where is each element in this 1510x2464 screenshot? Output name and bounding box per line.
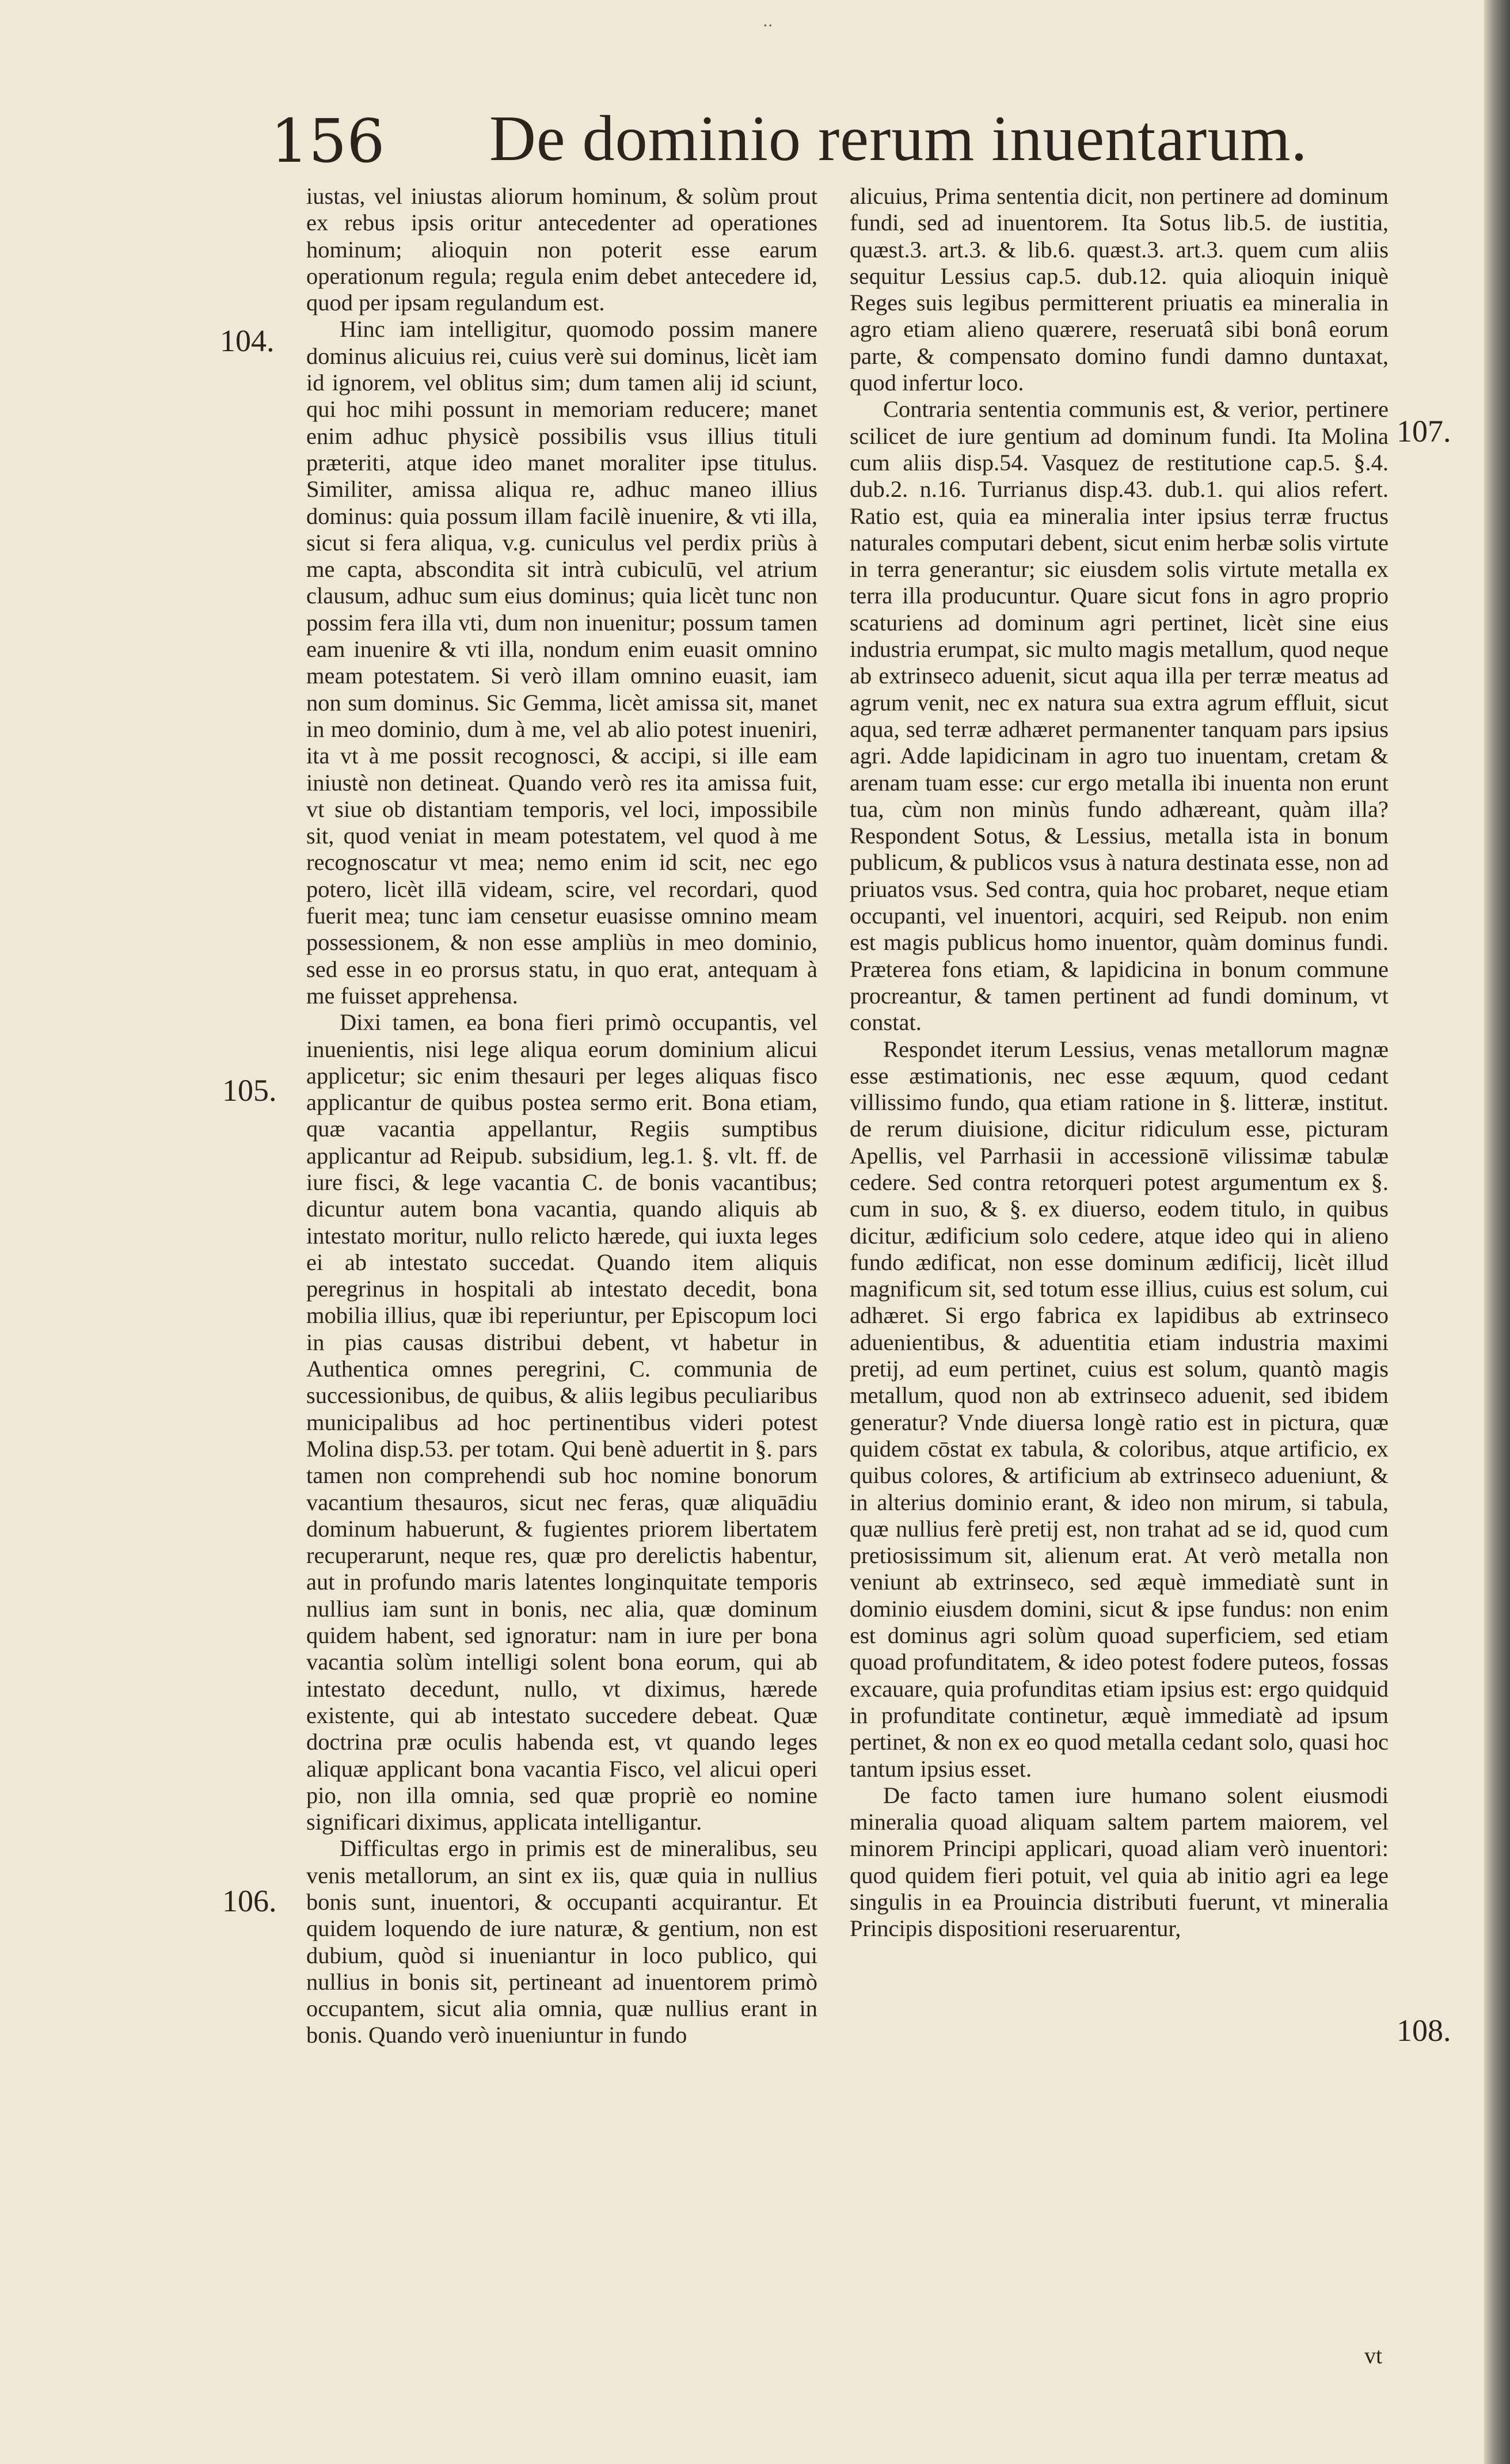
paragraph-106: Difficultas ergo in primis est de mineralibus, seu venis metallorum, an sint ex iis, quæ quia in nullius bonis sunt, inuentori, & occupanti acquirantur. Et quidem loquendo de iure naturæ, & gentium, non est dubium, quòd si inueniantur in loco publico, qui nullius in bonis sit, pertineant ad inuentorem primò occupantem, sicut alia omnia, quæ nullius erant in bonis. Quando verò inueniuntur in fundo (306, 1835, 817, 2048)
top-ornament-dots: ·· (763, 16, 773, 35)
right-text-column (850, 183, 1389, 1942)
paragraph-108: De facto tamen iure humano solent eiusmodi mineralia quoad aliquam saltem partem maiorem, vel minorem Principi applicari, quoad aliam verò inuentori: quod quidem fieri potuit, vel quia ab initio agri ea lege singulis in ea Prouincia distributi fuerunt, vt mineralia Principis dispositioni reseruarentur, (850, 1782, 1389, 1942)
margin-number-105: 105. (222, 1073, 277, 1108)
paragraph-105: Dixi tamen, ea bona fieri primò occupantis, vel inuenientis, nisi lege aliqua eorum dominium alicui applicetur; sic enim thesauri per leges aliquas fisco applicantur de quibus postea sermo erit. Bona etiam, quæ vacantia appellantur, Regiis sumptibus applicantur ad Reipub. subsidium, leg.1. §. vlt. ff. de iure fisci, & lege vacantia C. de bonis vacantibus; dicuntur autem bona vacantia, quando aliquis ab intestato moritur, nullo relicto hærede, qui iuxta leges ei ab intestato succedat. Quando item aliquis peregrinus in hospitali ab intestato decedit, bona mobilia illius, quæ ibi reperiuntur, per Episcopum loci in pias causas distribui debent, vt habetur in Authentica omnes peregrini, C. communia de successionibus, de quibus, & aliis legibus peculiaribus municipalibus ad hoc pertinentibus videri potest Molina disp.53. per totam. Qui benè aduertit in §. pars tamen non comprehendi sub hoc nomine bonorum vacantium thesauros, sicut nec feras, quæ aliquādiu dominum habuerunt, & fugientes priorem libertatem recuperarunt, neque res, quæ pro derelictis habentur, aut in profundo maris latentes longinquitate temporis nullius iam sunt in bonis, nec alia, quæ dominum quidem habent, sed ignoratur: nam in iure per bona vacantia solùm intelligi solent bona eorum, qui ab intestato decedunt, nullo, vt diximus, hærede existente, qui ab intestato succedere debeat. Quæ doctrina præ oculis habenda est, vt quando leges aliquæ applicant bona vacantia Fisco, vel alicui operi pio, non illa omnia, sed quæ propriè eo nomine significari diximus, applicata intelligantur. (306, 1009, 817, 1835)
page-header (271, 103, 1393, 176)
page-number: 156 (271, 106, 385, 176)
paragraph-107-response: Respondet iterum Lessius, venas metallorum magnæ esse æstimationis, nec esse æquum, quod cedant villissimo fundo, qua etiam ratione in §. litteræ, institut. de rerum diuisione, dicitur ridiculum esse, picturam Apellis, vel Parrhasii in accessionē vilissimæ tabulæ cedere. Sed contra retorqueri potest argumentum ex §. cum in suo, & §. ex diuerso, eodem titulo, in quibus dicitur, ædificium solo cedere, atque ideo qui in alieno fundo ædificat, non esse dominum ædificij, licèt illud magnificum sit, sed totum esse illius, cuius est solum, cui adhæret. Si ergo fabrica ex lapidibus ab extrinseco aduenientibus, & aduentitia etiam industria maximi pretij, ad eum pertinet, cuius est solum, quantò magis metallum, quod non ab extrinseco aduenit, sed ibidem generatur? Vnde diuersa longè ratio est in pictura, quæ quidem cōstat ex tabula, & coloribus, atque artificio, ex quibus colores, & artificium ab extrinseco adueniunt, & in alterius dominio erant, & ideo non mirum, si tabula, quæ nullius ferè pretij est, non trahat ad se id, quod cum pretiosissimum sit, alienum erat. At verò metalla non veniunt ab extrinseco, sed æquè immediatè sunt in dominio eiusdem domini, sicut & ipse fundus: non enim est dominus agri solùm quoad superficiem, sed etiam quoad profunditatem, & ideo potest fodere puteos, fossas excauare, quia profunditas etiam ipsius est: ergo quidquid in profunditate continetur, æquè immediatè ad ipsum pertinet, & non ex eo quod metalla cedant solo, quasi hoc tantum ipsius esset. (850, 1036, 1389, 1782)
paragraph-107: Contraria sententia communis est, & verior, pertinere scilicet de iure gentium ad dominum fundi. Ita Molina cum aliis disp.54. Vasquez de restitutione cap.5. §.4. dub.2. n.16. Turrianus disp.43. dub.1. qui alios refert. Ratio est, quia ea mineralia inter ipsius terræ fructus naturales computari debent, sicut enim herbæ solis virtute in terra generantur; sic eiusdem solis virtute metalla ex terra illa producuntur. Quare sicut fons in agro proprio scaturiens ad dominum agri pertinet, licèt sine eius industria erumpat, sic multo magis metallum, quod neque ab extrinseco aduenit, sicut aqua illa per terræ meatus ad agrum venit, nec ex natura sua extra agrum effluit, sicut aqua, sed terræ adhæret permanenter tanquam pars ipsius agri. Adde lapidicinam in agro tuo inuentam, cretam & arenam tuam esse: cur ergo metalla ibi inuenta non erunt tua, cùm non minùs fundo adhæreant, quàm illa? Respondent Sotus, & Lessius, metalla ista in bonum publicum, & publicos vsus à natura destinata esse, non ad priuatos vsus. Sed contra, quia hoc probaret, neque etiam occupanti, vel inuentori, acquiri, sed Reipub. non enim est magis publicus homo inuentor, quàm dominus fundi. Præterea fons etiam, & lapidicina in bonum commune procreantur, & tamen pertinent ad fundi dominum, vt constat. (850, 396, 1389, 1036)
paragraph-104: Hinc iam intelligitur, quomodo possim manere dominus alicuius rei, cuius verè sui dominus, licèt iam id ignorem, vel oblitus sim; dum tamen alij id sciunt, qui hoc mihi possunt in memoriam reducere; manet enim adhuc physicè possibilis vsus illius tituli præteriti, atque ideo manet moraliter ipse titulus. Similiter, amissa aliqua re, adhuc maneo illius dominus: quia possum illam facilè inuenire, & vti illa, sicut si fera aliqua, v.g. cuniculus vel perdix priùs à me capta, abscondita sit intrà cubiculū, vel atrium clausum, adhuc sum eius dominus; quia licèt tunc non possim fera illa vti, dum non inuenitur; possum tamen eam inuenire & vti illa, nondum enim euasit omnino meam potestatem. Si verò illam omnino euasit, iam non sum dominus. Sic Gemma, licèt amissa sit, manet in meo dominio, dum à me, vel ab alio potest inueniri, ita vt à me possit recognosci, & accipi, si ille eam iniustè non detineat. Quando verò res ita amissa fuit, vt siue ob distantiam temporis, vel loci, impossibile sit, quod veniat in meam potestatem, vel quod à me recognoscatur vt mea; nemo enim id scit, nec ego potero, licèt illā videam, scire, vel recordari, quod fuerit mea; tunc iam censetur euasisse omnino meam possessionem, & non esse ampliùs in meo dominio, sed esse in eo prorsus statu, in quo erat, antequam à me fuisset apprehensa. (306, 316, 817, 1009)
paragraph-continuation: iustas, vel iniustas aliorum hominum, & solùm prout ex rebus ipsis oritur antecedenter ad operationes hominum; alioquin non poterit esse earum operationum regula; regula enim debet antecedere id, quod per ipsam regulandum est. (306, 183, 817, 316)
margin-number-108: 108. (1397, 2013, 1451, 2048)
margin-number-107: 107. (1397, 414, 1451, 448)
book-spine-edge (1484, 0, 1510, 2464)
catchword: vt (1364, 2343, 1383, 2368)
margin-number-106: 106. (222, 1884, 277, 1918)
left-text-column (306, 183, 817, 2049)
running-title: De dominio rerum inuentarum. (489, 103, 1308, 174)
paragraph-continuation-right: alicuius, Prima sententia dicit, non pertinere ad dominum fundi, sed ad inuentorem. Ita Sotus lib.5. de iustitia, quæst.3. art.3. & lib.6. quæst.3. art.3. quem cum aliis sequitur Lessius cap.5. dub.12. quia alioquin iniquè Reges suis legibus permitterent priuatis ea mineralia in agro etiam alieno quærere, reseruatâ sibi bonâ eorum parte, & compensato domino fundi damno duntaxat, quod infertur loco. (850, 183, 1389, 396)
margin-number-104: 104. (220, 324, 275, 358)
